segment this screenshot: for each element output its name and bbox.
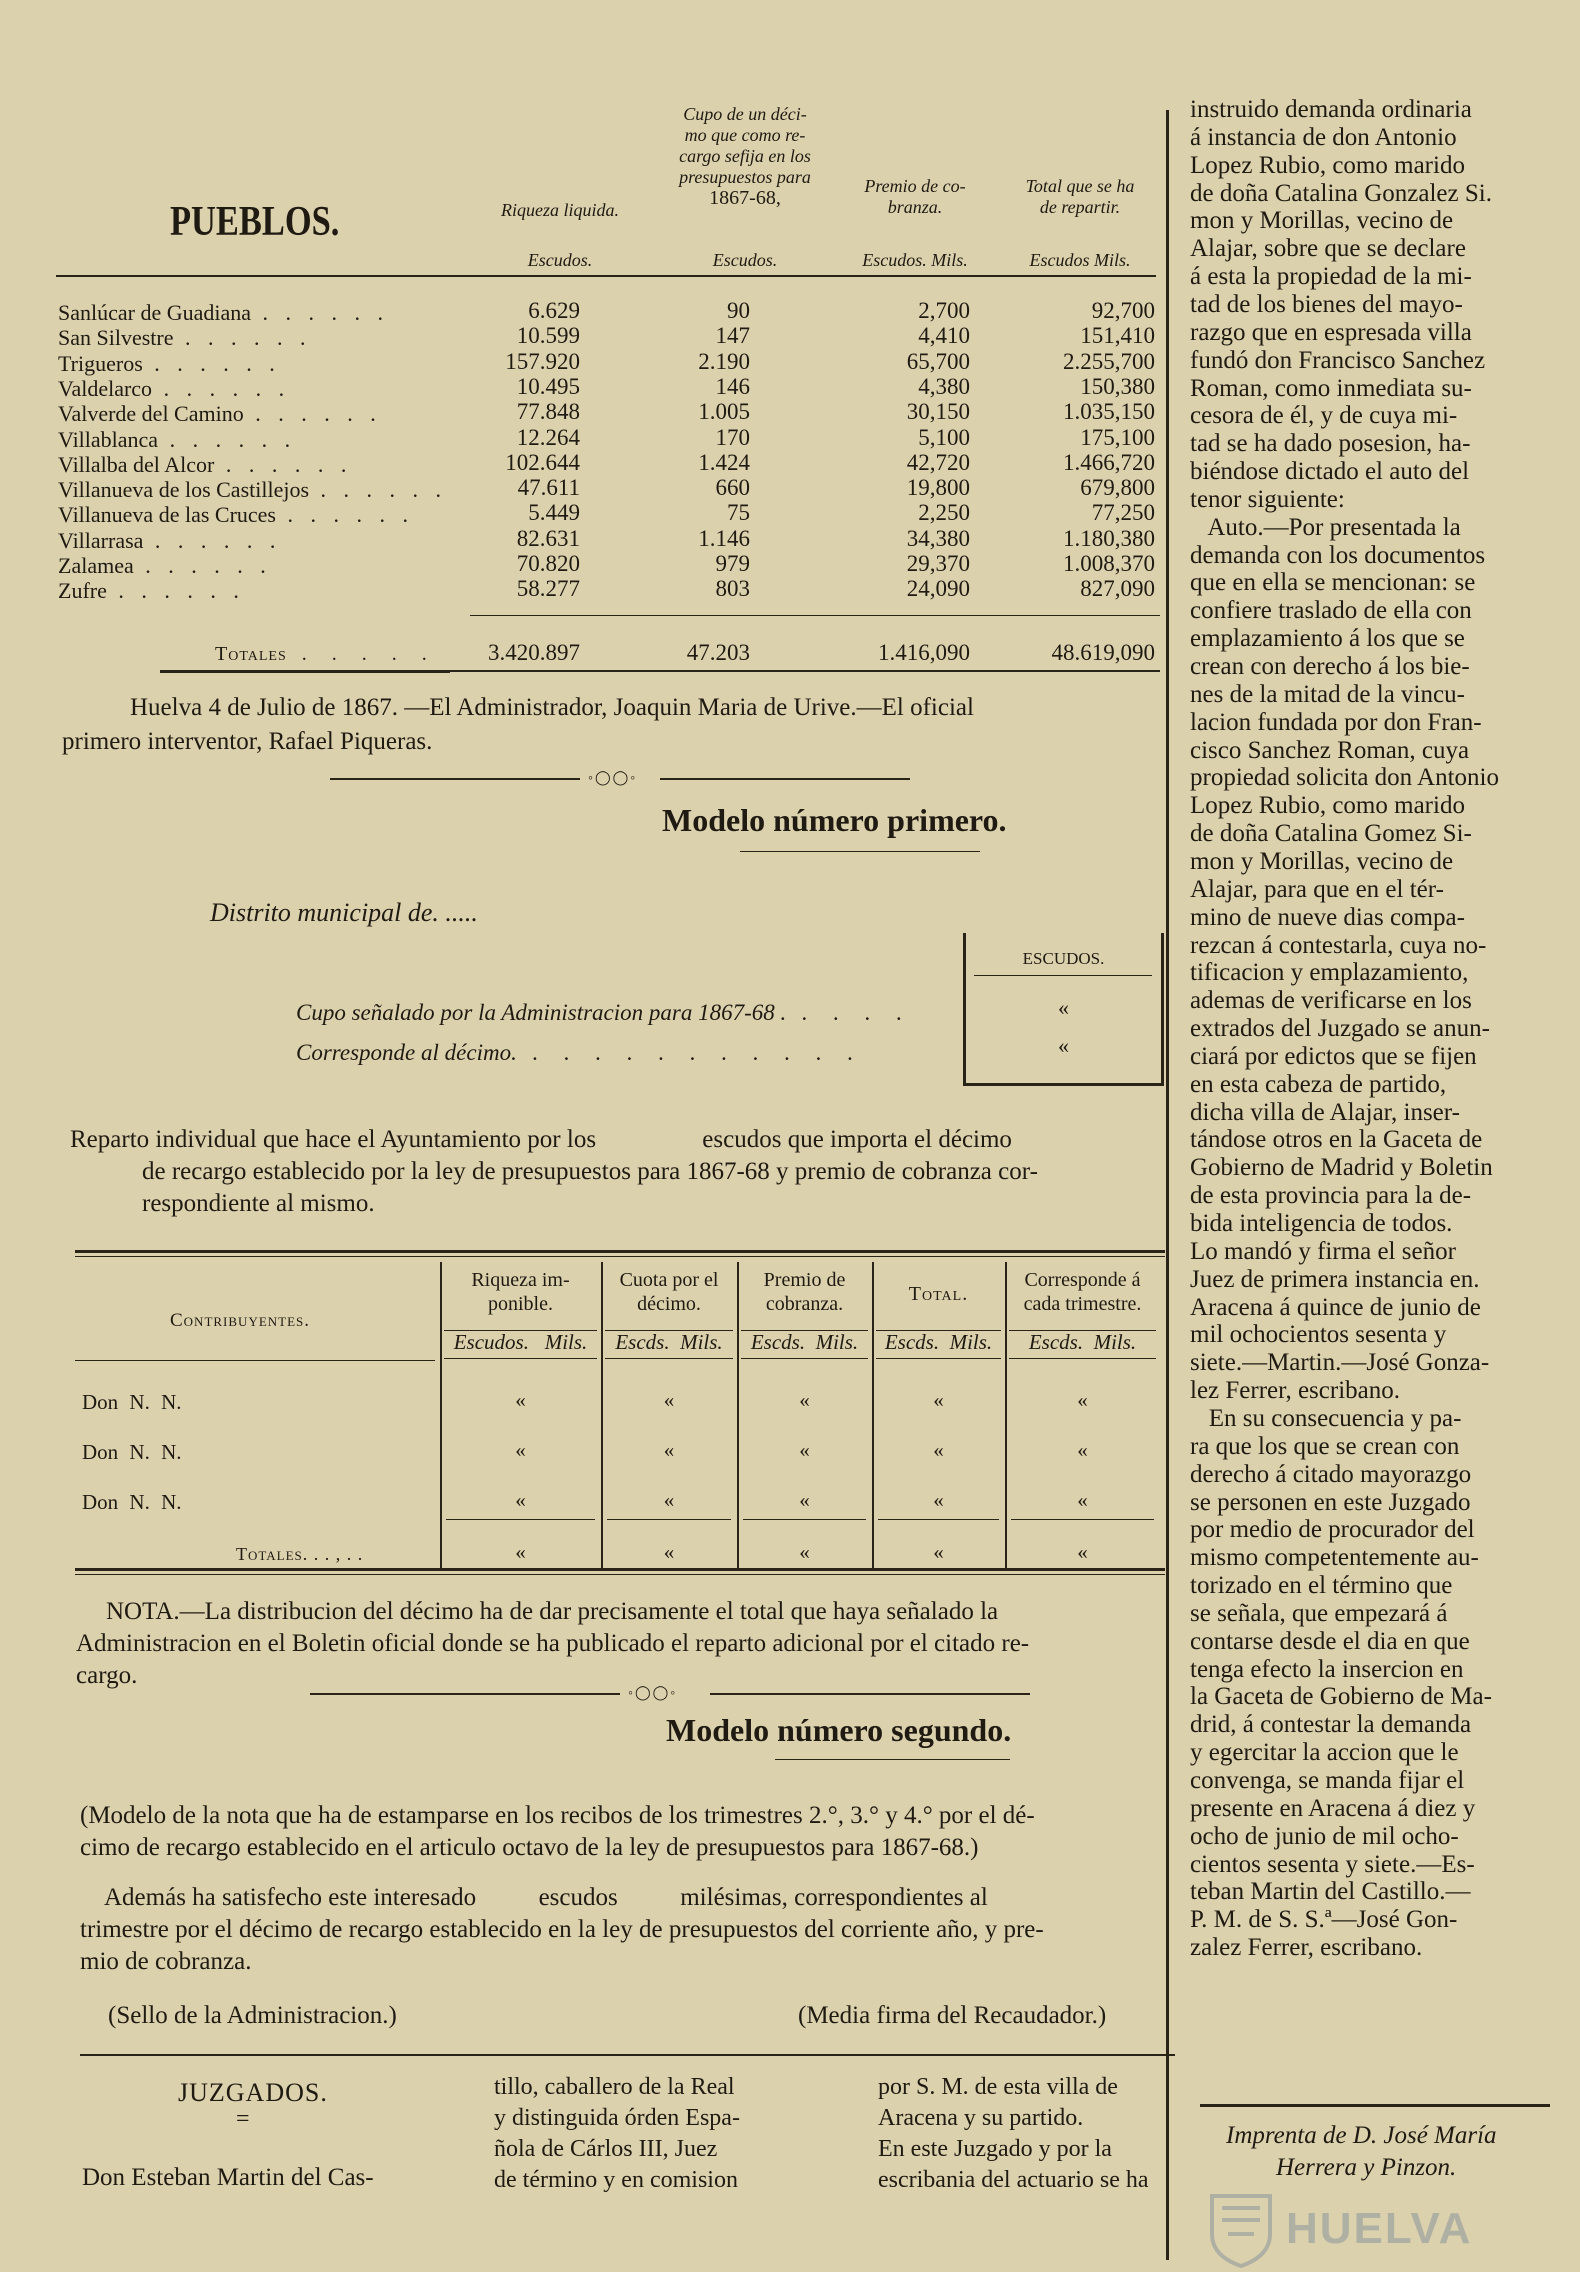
right-column-line: propiedad solicita don Antonio [1190, 764, 1499, 791]
signature-line-2: primero interventor, Rafael Piqueras. [62, 728, 433, 755]
col-total-label-line: de repartir. [1039, 197, 1121, 217]
contrib-col-unit: Escds. Mils. [750, 1330, 859, 1354]
cupo-value: 979 [715, 551, 750, 576]
juzgados-top-rule [80, 2054, 1175, 2056]
total-cupo: 47.203 [686, 640, 750, 665]
premio-value: 5,100 [918, 425, 970, 450]
right-column-line: Gobierno de Madrid y Boletin [1190, 1154, 1493, 1181]
col-cupo-label-line: 1867-68, [709, 187, 781, 209]
contrib-heading-rule [75, 1360, 435, 1361]
contrib-col-unit-rule-2 [876, 1358, 1001, 1359]
right-column-line: ademas de verificarse en los [1190, 987, 1472, 1014]
contrib-mark: « [515, 1488, 526, 1512]
col-total-header [1000, 176, 1160, 218]
right-column-line: la Gaceta de Gobierno de Ma- [1190, 1683, 1492, 1710]
leader-dots: . . . . . . [158, 427, 297, 452]
pueblo-name-text: Villanueva de las Cruces [58, 502, 276, 527]
contrib-mark: « [799, 1488, 810, 1512]
right-column-line: á esta la propiedad de la mi- [1190, 263, 1472, 290]
contrib-bottom-rule-2 [75, 1574, 1165, 1575]
contrib-bottom-rule [75, 1568, 1165, 1571]
contrib-mark: « [1077, 1388, 1088, 1412]
total-value: 175,100 [1080, 425, 1155, 450]
juzgados-col3-line: escribania del actuario se ha [878, 2167, 1149, 2193]
riqueza-value: 70.820 [516, 551, 580, 576]
imprenta-line-2: Herrera y Pinzon. [1276, 2154, 1457, 2181]
right-column-line: drid, á contestar la demanda [1190, 1711, 1472, 1738]
right-column-line: teban Martin del Castillo.— [1190, 1878, 1471, 1905]
contrib-col-unit: Escudos. Mils. [453, 1330, 588, 1354]
right-column-line: siete.—Martin.—José Gonza- [1190, 1349, 1490, 1376]
reparto-line-3: respondiente al mismo. [142, 1190, 375, 1217]
right-column-line: Roman, como inmediata su- [1190, 375, 1472, 402]
cupo-value: 75 [727, 500, 750, 525]
riqueza-value: 157.920 [505, 349, 580, 374]
premio-value: 2,700 [918, 298, 970, 323]
ornament-divider-2: ◦◯◯◦ [310, 1690, 1030, 1698]
contrib-col-label-line: Cuota por el [619, 1269, 719, 1291]
contrib-col-unit: Escds. Mils. [615, 1330, 723, 1354]
pueblo-name [58, 528, 281, 554]
pueblo-name-text: Valverde del Camino [58, 401, 244, 426]
total-value: 827,090 [1080, 576, 1155, 601]
col-total-label-line: Total que se ha [1025, 176, 1135, 196]
contrib-col-label [737, 1268, 872, 1316]
unit-cupo: Escudos. [712, 250, 778, 270]
premio-value: 65,700 [906, 349, 970, 374]
total-value: 1.180,380 [1063, 526, 1155, 551]
riqueza-value: 58.277 [516, 576, 580, 601]
contributor-name: Don N. N. [82, 1440, 182, 1464]
cupo-value: 2.190 [698, 349, 750, 374]
right-column-line: extrados del Juzgado se anun- [1190, 1015, 1490, 1042]
reparto-line-2: de recargo establecido por la ley de presupuestos para 1867-68 y premio de cobranza cor- [142, 1158, 1038, 1185]
pueblo-name [58, 300, 389, 326]
right-column-line: ra que los que se crean con [1190, 1433, 1460, 1460]
pueblo-name-text: Zalamea [58, 553, 134, 578]
pueblo-name [58, 477, 447, 503]
pueblo-name-text: Sanlúcar de Guadiana [58, 300, 252, 325]
contrib-col-total-rule [878, 1519, 999, 1520]
juzgados-col2-line: de término y en comision [494, 2167, 738, 2193]
leader-dots: . . . . . . [143, 528, 282, 553]
contrib-col-label [872, 1282, 1005, 1306]
total-value: 1.035,150 [1063, 399, 1155, 424]
contrib-mark: « [663, 1488, 675, 1512]
contrib-top-rule [75, 1250, 1165, 1253]
contrib-total-mark: « [799, 1540, 810, 1564]
totals-rule-mid [470, 615, 1160, 616]
right-column-line: tenor siguiente: [1190, 486, 1345, 513]
totals-label-text: Totales [215, 643, 287, 665]
juzgados-col1: Don Esteban Martin del Cas- [82, 2164, 374, 2191]
right-column-line: tificacion y emplazamiento, [1190, 959, 1469, 986]
signature-line-1: Huelva 4 de Julio de 1867. —El Administrador, Joaquin Maria de Urive.—El oficial [130, 694, 974, 721]
right-column-line: de esta provincia para la de- [1190, 1182, 1472, 1209]
contributor-name: Don N. N. [82, 1490, 182, 1514]
huelva-watermark [1206, 2190, 1472, 2268]
pueblo-name-text: Villalba del Alcor [58, 452, 215, 477]
pueblo-name [58, 376, 290, 402]
right-column-line: se personen en este Juzgado [1190, 1489, 1471, 1516]
right-column-line: Lopez Rubio, como marido [1190, 792, 1465, 819]
right-column-line: cisco Sanchez Roman, cuya [1190, 737, 1470, 764]
right-column-line: mon y Morillas, vecino de [1190, 848, 1454, 875]
contrib-totals-label: Totales. . . , . . [236, 1544, 364, 1564]
col-cupo-label-line: presupuestos para [679, 167, 811, 187]
top-table-header-rule [56, 275, 1156, 277]
contrib-col-sep [872, 1262, 874, 1568]
juzgados-col2-line: y distinguida órden Espa- [494, 2105, 740, 2131]
right-column-line: biéndose dictado el auto del [1190, 458, 1470, 485]
right-column-line: tad se ha dado posesion, ha- [1190, 430, 1471, 457]
unit-riqueza: Escudos. [527, 250, 593, 270]
right-column-line: y egercitar la accion que le [1190, 1739, 1459, 1766]
escudos-quote-1: « [1058, 995, 1069, 1020]
col-cupo-header [660, 104, 830, 209]
total-value: 2.255,700 [1063, 349, 1155, 374]
distrito-line: Distrito municipal de. ..... [210, 898, 478, 927]
right-column-line: tad de los bienes del mayo- [1190, 291, 1463, 318]
right-column-line: Alajar, para que en el tér- [1190, 876, 1444, 903]
pueblo-name [58, 325, 312, 351]
right-column-line: cesora de él, y de cuya mi- [1190, 402, 1458, 429]
riqueza-value: 10.599 [516, 323, 580, 348]
contrib-mark: « [799, 1438, 810, 1462]
pueblo-name-text: Villablanca [58, 427, 159, 452]
pueblo-name-text: Villanueva de los Castillejos [58, 477, 310, 502]
juzgados-col3-line: Aracena y su partido. [878, 2105, 1084, 2131]
leader-dots: . . . . . . [309, 477, 448, 502]
juzgados-col3-line: por S. M. de esta villa de [878, 2074, 1118, 2100]
juzgados-col2-line: ñola de Cárlos III, Juez [494, 2136, 718, 2162]
right-column-line: Aracena á quince de junio de [1190, 1294, 1481, 1321]
contrib-col-unit-rule-2 [444, 1358, 597, 1359]
riqueza-value: 5.449 [528, 500, 580, 525]
contrib-col-unit-rule-2 [605, 1358, 733, 1359]
contrib-col-label-line: cobranza. [765, 1293, 844, 1315]
cupo-line-text: Cupo señalado por la Administracion para 1867-68 . [296, 1000, 787, 1025]
right-column-line: ciará por edictos que se fijen [1190, 1043, 1477, 1070]
corresponde-line: Corresponde al décimo. . . . . . . . . . . . [296, 1040, 864, 1065]
right-column-line: torizado en el término que [1190, 1572, 1453, 1599]
contrib-col-label-line: Premio de [763, 1269, 846, 1291]
right-column-line: confiere traslado de ella con [1190, 597, 1472, 624]
right-column-line: dicha villa de Alajar, inser- [1190, 1099, 1460, 1126]
contrib-col-total-rule [743, 1519, 866, 1520]
watermark-text: HUELVA [1286, 2204, 1473, 2253]
imprenta-line-1: Imprenta de D. José María [1226, 2122, 1497, 2149]
right-column-line: nes de la mitad de la vincu- [1190, 681, 1465, 708]
modelo2-paren-2: cimo de recargo establecido en el articulo octavo de la ley de presupuestos para 1867-68.) [80, 1834, 979, 1861]
cupo-value: 1.005 [698, 399, 750, 424]
right-column-line: instruido demanda ordinaria [1190, 96, 1472, 123]
pueblo-name [58, 427, 296, 453]
escudos-quote-2: « [1058, 1033, 1069, 1058]
leader-dots: . . . . . . [142, 351, 281, 376]
juzgados-col3-line: En este Juzgado y por la [878, 2136, 1112, 2162]
contrib-col-label-line: Riqueza im- [471, 1269, 570, 1291]
escudos-box [963, 933, 1164, 1086]
total-value: 92,700 [1091, 298, 1155, 323]
contrib-col-unit: Escds. Mils. [884, 1330, 993, 1354]
modelo1-title-ornament [740, 848, 980, 856]
premio-value: 2,250 [918, 500, 970, 525]
sello-label: (Sello de la Administracion.) [108, 2002, 397, 2029]
right-column-line: tenga efecto la insercion en [1190, 1656, 1464, 1683]
contrib-col-label-line: ponible. [488, 1293, 553, 1315]
total-value: 679,800 [1080, 475, 1155, 500]
premio-value: 42,720 [906, 450, 970, 475]
leader-dots: . . . . . . [106, 578, 245, 603]
modelo2-title-ornament [775, 1756, 1010, 1764]
pueblo-name-text: San Silvestre [58, 325, 174, 350]
pueblo-name-text: Villarrasa [58, 528, 144, 553]
cupo-value: 660 [715, 475, 750, 500]
total-premio: 1.416,090 [878, 640, 970, 665]
unit-premio: Escudos. Mils. [862, 250, 968, 270]
col-premio-header [840, 176, 990, 218]
contrib-mark: « [515, 1438, 526, 1462]
riqueza-value: 82.631 [516, 526, 580, 551]
pueblo-name [58, 578, 245, 604]
right-column-line: tándose otros en la Gaceta de [1190, 1126, 1483, 1153]
total-value: 77,250 [1091, 500, 1155, 525]
cupo-value: 170 [715, 425, 750, 450]
total-total: 48.619,090 [1051, 640, 1155, 665]
modelo1-title: Modelo número primero. [662, 802, 1007, 838]
contrib-col-total-rule [1011, 1519, 1154, 1520]
cupo-value: 1.424 [698, 450, 750, 475]
leader-dots: . . . . . . [173, 325, 312, 350]
leader-dots: . . . . . . [152, 376, 291, 401]
riqueza-value: 47.611 [517, 475, 580, 500]
right-column-line: cientos sesenta y siete.—Es- [1190, 1851, 1475, 1878]
col-premio-label-line: Premio de co- [864, 176, 966, 196]
right-column-line: mino de nueve dias compa- [1190, 904, 1465, 931]
pueblos-heading: PUEBLOS. [170, 199, 340, 245]
leader-dots: . . . . . . [133, 553, 272, 578]
premio-value: 4,410 [918, 323, 970, 348]
col-cupo-label-line: mo que como re- [684, 125, 806, 145]
riqueza-value: 12.264 [516, 425, 580, 450]
right-column-line: por medio de procurador del [1190, 1516, 1475, 1543]
right-column-line: En su consecuencia y pa- [1190, 1405, 1462, 1432]
contrib-col-label-line: cada trimestre. [1023, 1293, 1142, 1315]
contrib-col-label [1005, 1268, 1160, 1316]
contrib-mark: « [933, 1388, 944, 1412]
pueblo-name-text: Valdelarco [58, 376, 153, 401]
total-value: 150,380 [1080, 374, 1155, 399]
right-column-line: Lopez Rubio, como marido [1190, 152, 1465, 179]
right-column-line: Alajar, sobre que se declare [1190, 235, 1466, 262]
premio-value: 34,380 [906, 526, 970, 551]
premio-value: 30,150 [906, 399, 970, 424]
contrib-total-mark: « [663, 1540, 675, 1564]
right-column-line: á instancia de don Antonio [1190, 124, 1457, 151]
right-column-line: mon y Morillas, vecino de [1190, 207, 1454, 234]
contrib-mark: « [663, 1388, 675, 1412]
right-column-line: razgo que en espresada villa [1190, 319, 1472, 346]
contrib-mark: « [933, 1488, 944, 1512]
contrib-mark: « [1077, 1438, 1088, 1462]
right-column-line: ocho de junio de mil ocho- [1190, 1823, 1459, 1850]
right-column-line: Juez de primera instancia en. [1190, 1266, 1480, 1293]
right-column-line: de doña Catalina Gomez Si- [1190, 820, 1472, 847]
total-riqueza: 3.420.897 [488, 640, 580, 665]
right-column-line: mismo competentemente au- [1190, 1544, 1479, 1571]
imprenta-rule [1200, 2104, 1550, 2107]
riqueza-value: 10.495 [516, 374, 580, 399]
right-column-line: convenga, se manda fijar el [1190, 1767, 1465, 1794]
juzgados-heading: JUZGADOS. [178, 2078, 328, 2107]
right-column-line: de doña Catalina Gonzalez Si. [1190, 180, 1492, 207]
pueblo-name-text: Zufre [58, 578, 107, 603]
leader-dots: . . . . . . [214, 452, 353, 477]
cupo-value: 90 [727, 298, 750, 323]
premio-value: 4,380 [918, 374, 970, 399]
right-column-line: mil ochocientos sesenta y [1190, 1321, 1447, 1348]
cupo-value: 147 [715, 323, 750, 348]
contrib-col-unit-rule-2 [1009, 1358, 1156, 1359]
total-value: 1.008,370 [1063, 551, 1155, 576]
leader-dots: . . . . . . [251, 300, 390, 325]
right-column-line: presente en Aracena á diez y [1190, 1795, 1476, 1822]
corresponde-line-text: Corresponde al décimo. [296, 1040, 517, 1065]
premio-value: 29,370 [906, 551, 970, 576]
escudos-box-label: ESCUDOS. [1022, 949, 1105, 968]
contrib-col-label-line: décimo. [637, 1293, 701, 1315]
right-column-line: fundó don Francisco Sanchez [1190, 347, 1486, 374]
crest-icon [1206, 2190, 1276, 2268]
contrib-mark: « [515, 1388, 526, 1412]
cupo-value: 803 [715, 576, 750, 601]
nota-line-1: NOTA.—La distribucion del décimo ha de dar precisamente el total que haya señalado la [106, 1598, 999, 1625]
contrib-col-total-rule [607, 1519, 731, 1520]
juzgados-col2-line: tillo, caballero de la Real [494, 2074, 735, 2100]
contributor-name: Don N. N. [82, 1390, 182, 1414]
leader-dots: . . . . . . [276, 502, 414, 527]
right-column-line: Auto.—Por presentada la [1190, 514, 1461, 541]
riqueza-value: 77.848 [516, 399, 580, 424]
modelo2-ademas-2: trimestre por el décimo de recargo establecido en la ley de presupuestos del corriente año, y pre- [80, 1916, 1044, 1943]
riqueza-value: 6.629 [528, 298, 580, 323]
pueblo-name-text: Trigueros [58, 351, 143, 376]
total-value: 151,410 [1080, 323, 1155, 348]
col-cupo-label-line: cargo sefija en los [679, 146, 811, 166]
modelo2-ademas-3: mio de cobranza. [80, 1948, 252, 1975]
contrib-total-mark: « [933, 1540, 944, 1564]
total-value: 1.466,720 [1063, 450, 1155, 475]
contrib-total-mark: « [1077, 1540, 1088, 1564]
modelo2-paren-1: (Modelo de la nota que ha de estamparse en los recibos de los trimestres 2.°, 3.° y 4.° por el dé- [80, 1802, 1035, 1829]
contrib-col-label [440, 1268, 601, 1316]
ornament-divider: ◦◯◯◦ [330, 775, 910, 783]
col-riqueza-label: Riqueza liquida. [501, 200, 619, 220]
riqueza-value: 102.644 [505, 450, 580, 475]
cupo-value: 146 [715, 374, 750, 399]
totals-label: Totales . . . . . [215, 643, 437, 665]
totals-rule-left [160, 672, 450, 673]
contrib-top-rule-2 [75, 1256, 1165, 1257]
contrib-col-label-line: Corresponde á [1024, 1269, 1141, 1291]
nota-line-2: Administracion en el Boletin oficial donde se ha publicado el reparto adicional por el citado re- [76, 1630, 1030, 1657]
contrib-mark: « [799, 1388, 810, 1412]
right-column-line: contarse desde el dia en que [1190, 1628, 1470, 1655]
right-column-line: emplazamiento á los que se [1190, 625, 1465, 652]
premio-value: 24,090 [906, 576, 970, 601]
pueblo-name [58, 401, 382, 427]
leader-dots: . . . . . . [243, 401, 382, 426]
totals-rule [160, 670, 1160, 672]
firma-label: (Media firma del Recaudador.) [798, 2002, 1107, 2029]
pueblo-name [58, 351, 281, 377]
modelo2-title: Modelo número segundo. [666, 1712, 1012, 1748]
juzgados-eq: = [236, 2106, 250, 2132]
contrib-col-unit: Escds. Mils. [1028, 1330, 1137, 1354]
right-column-line: lez Ferrer, escribano. [1190, 1377, 1400, 1404]
nota-line-3: cargo. [76, 1662, 138, 1689]
right-column-line: demanda con los documentos [1190, 542, 1486, 569]
unit-total: Escudos Mils. [1029, 250, 1131, 270]
right-column-line: crean con derecho á los bie- [1190, 653, 1470, 680]
right-column-line: rezcan á contestarla, cuya no- [1190, 932, 1487, 959]
pueblo-name [58, 452, 352, 478]
right-column-line: en esta cabeza de partido, [1190, 1071, 1447, 1098]
right-column-line: derecho á citado mayorazgo [1190, 1461, 1472, 1488]
right-column-line: lacion fundada por don Fran- [1190, 709, 1482, 736]
right-column-line: que en ella se mencionan: se [1190, 569, 1476, 596]
right-column-line: bida inteligencia de todos. [1190, 1210, 1453, 1237]
contrib-mark: « [933, 1438, 944, 1462]
premio-value: 19,800 [906, 475, 970, 500]
contrib-col-unit-rule-2 [741, 1358, 868, 1359]
column-divider [1166, 110, 1169, 2260]
cupo-line: Cupo señalado por la Administracion para 1867-68 . . . . . [296, 1000, 913, 1025]
contrib-heading: Contribuyentes. [170, 1310, 311, 1331]
right-column-line: zalez Ferrer, escribano. [1190, 1934, 1423, 1961]
contrib-col-label-line: Total. [908, 1283, 969, 1305]
col-premio-label-line: branza. [887, 197, 943, 217]
modelo2-ademas-1: Además ha satisfecho este interesado escudos milésimas, correspondientes al [104, 1884, 988, 1911]
contrib-mark: « [1077, 1488, 1088, 1512]
col-cupo-label-line: Cupo de un déci- [683, 104, 807, 124]
contrib-col-total-rule [446, 1519, 595, 1520]
contrib-col-label [601, 1268, 737, 1316]
contrib-mark: « [663, 1438, 675, 1462]
reparto-line-1: Reparto individual que hace el Ayuntamiento por los escudos que importa el décimo [70, 1126, 1012, 1153]
right-column-line: se señala, que empezará á [1190, 1600, 1448, 1627]
col-riqueza-header [480, 200, 640, 221]
right-column-line: Lo mandó y firma el señor [1190, 1238, 1456, 1265]
contrib-total-mark: « [515, 1540, 526, 1564]
pueblo-name [58, 502, 414, 528]
pueblo-name [58, 553, 272, 579]
right-column-line: P. M. de S. S.ª—José Gon- [1190, 1906, 1458, 1933]
cupo-value: 1.146 [698, 526, 750, 551]
